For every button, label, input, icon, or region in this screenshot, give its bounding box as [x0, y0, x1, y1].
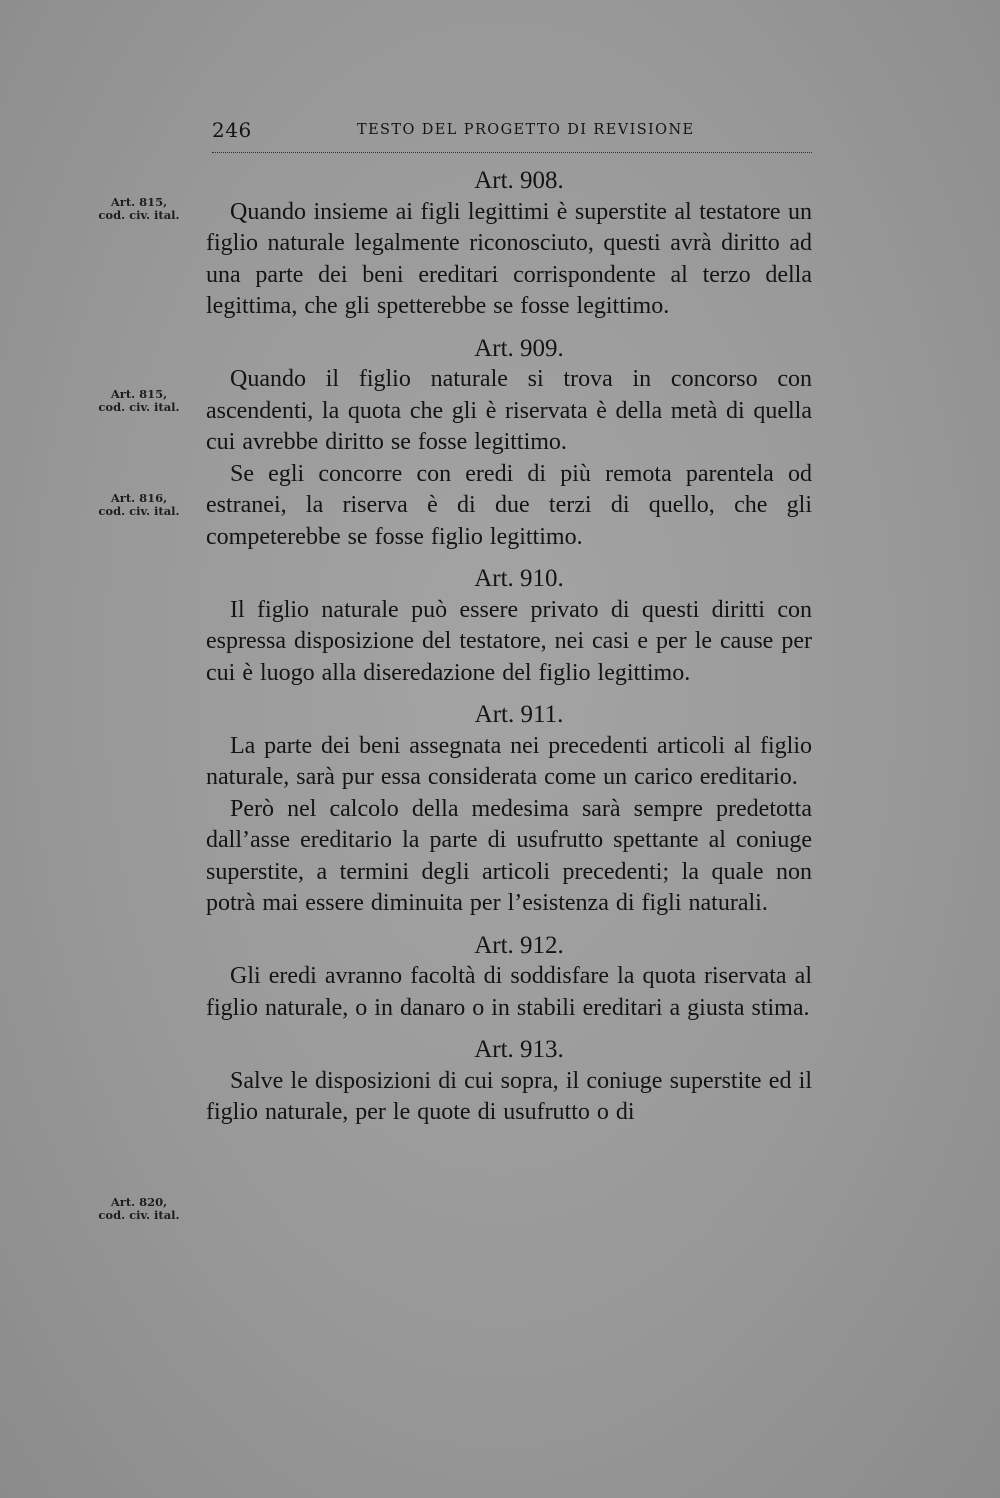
article-paragraph: Quando insieme ai figli legittimi è superstite al testatore un figlio naturale legalmente riconosciuto, questi avrà diritto ad una parte dei beni ereditari corrispondente al terzo della legittima, che gli spetterebbe se fosse legittimo.: [206, 198, 812, 319]
article-paragraph: Gli eredi avranno facoltà di soddisfare la quota riservata al figlio naturale, o in danaro o in stabili ereditari a giusta stima.: [206, 963, 812, 1021]
running-title: TESTO DEL PROGETTO DI REVISIONE: [357, 122, 695, 138]
article-heading: Art. 908.: [474, 167, 564, 194]
margin-note-art-908: [84, 196, 194, 222]
article-paragraph: Salve le disposizioni di cui sopra, il coniuge superstite ed il figlio naturale, per le quote di usufrutto o di: [206, 1067, 812, 1125]
article-heading: Art. 913.: [474, 1036, 564, 1063]
margin-note-line: cod. civ. ital.: [98, 1208, 180, 1222]
article-heading: Art. 910.: [474, 565, 564, 592]
margin-note-line: cod. civ. ital.: [98, 504, 180, 518]
margin-note-line: Art. 816,: [110, 491, 168, 505]
margin-note-art-913: [84, 1196, 194, 1222]
page-header: [212, 118, 812, 153]
article-paragraph: Quando il figlio naturale si trova in concorso con ascendenti, la quota che gli è riservata è della metà di quella cui avrebbe diritto se fosse legittimo.: [206, 366, 812, 455]
margin-note-line: Art. 815,: [110, 387, 168, 401]
article-paragraph: Però nel calcolo della medesima sarà sempre predetotta dall’asse ereditario la parte di usufrutto spettante al coniuge superstite, a termini degli articoli precedenti; la quale non potrà mai essere diminuita per l’esistenza di figli naturali.: [206, 795, 812, 916]
margin-note-line: cod. civ. ital.: [98, 400, 180, 414]
article-paragraph: Il figlio naturale può essere privato di questi diritti con espressa disposizione del testatore, nei casi e per le cause per cui è luogo alla diseredazione del figlio legittimo.: [206, 596, 812, 686]
article-heading: Art. 911.: [474, 701, 564, 728]
article-paragraph: La parte dei beni assegnata nei precedenti articoli al figlio naturale, sarà pur essa considerata come un carico ereditario.: [206, 732, 812, 790]
article-heading: Art. 912.: [474, 931, 564, 959]
margin-note-line: Art. 820,: [110, 1195, 168, 1209]
page-body: [206, 165, 812, 1129]
page-number: 246: [212, 118, 252, 142]
margin-note-line: cod. civ. ital.: [98, 208, 180, 222]
margin-note-art-909-second: [84, 492, 194, 518]
margin-note-line: Art. 815,: [110, 195, 168, 209]
margin-note-art-909: [84, 388, 194, 414]
article-paragraph: Se egli concorre con eredi di più remota parentela od estranei, la riserva è di due terzi di quello, che gli competerebbe se fosse figlio legittimo.: [206, 460, 812, 550]
article-heading: Art. 909.: [474, 334, 564, 362]
